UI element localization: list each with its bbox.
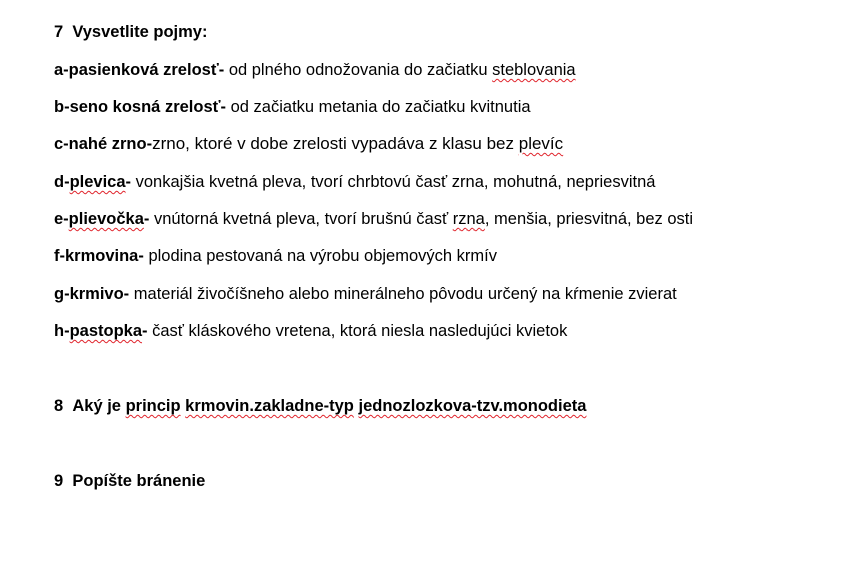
spelling-flagged-word: jednozlozkova-tzv.monodieta bbox=[358, 397, 587, 415]
spelling-flagged-word: plevica bbox=[69, 173, 126, 191]
question-number: 7 bbox=[54, 23, 64, 41]
term-label: b-seno kosná zrelosť- bbox=[54, 98, 227, 116]
term-label-suffix: - bbox=[125, 173, 132, 191]
term-label-suffix: - bbox=[142, 322, 148, 340]
spelling-flagged-word: princip bbox=[125, 397, 181, 415]
question-number: 8 bbox=[54, 397, 64, 415]
term-line-h bbox=[54, 321, 567, 341]
term-line-f bbox=[54, 246, 497, 266]
term-definition: od plného odnožovania do začiatku bbox=[224, 61, 493, 79]
spelling-flagged-word: plievočka bbox=[68, 210, 144, 228]
term-line-g bbox=[54, 284, 677, 304]
term-label-prefix: e- bbox=[54, 210, 69, 228]
term-definition-end: , menšia, priesvitná, bez osti bbox=[484, 210, 694, 228]
spelling-flagged-word: rzna bbox=[452, 210, 485, 228]
question-8-heading bbox=[54, 396, 586, 416]
term-definition: od začiatku metania do začiatku kvitnutia bbox=[226, 98, 531, 116]
term-definition: vnútorná kvetná pleva, tvorí brušnú časť bbox=[149, 210, 453, 228]
term-label: f-krmovina- bbox=[54, 247, 144, 265]
term-line-b bbox=[54, 97, 531, 117]
term-definition: vonkajšia kvetná pleva, tvorí chrbtovú časť zrna, mohutná, nepriesvitná bbox=[131, 173, 656, 191]
question-text: Popíšte bránenie bbox=[72, 472, 206, 490]
term-definition: časť kláskového vretena, ktorá niesla nasledujúci kvietok bbox=[147, 322, 568, 340]
term-label-suffix: - bbox=[143, 210, 150, 228]
term-line-e bbox=[54, 209, 693, 229]
question-number: 9 bbox=[54, 472, 64, 490]
term-label: c-nahé zrno- bbox=[54, 135, 153, 153]
term-definition: materiál živočíšneho alebo minerálneho pôvodu určený na kŕmenie zvierat bbox=[129, 285, 677, 303]
question-text: Aký je bbox=[72, 397, 126, 415]
question-9-heading bbox=[54, 471, 205, 491]
term-line-a bbox=[54, 60, 576, 80]
spelling-flagged-word: steblovania bbox=[492, 61, 576, 79]
term-label: g-krmivo- bbox=[54, 285, 130, 303]
term-definition: zrno, ktoré v dobe zrelosti vypadáva z klasu bez bbox=[152, 134, 519, 153]
spelling-flagged-word: pastopka bbox=[69, 322, 143, 340]
spelling-flagged-word: plevíc bbox=[518, 134, 564, 153]
term-line-d bbox=[54, 172, 655, 192]
term-definition: plodina pestovaná na výrobu objemových krmív bbox=[143, 247, 497, 265]
question-text: Vysvetlite pojmy: bbox=[72, 23, 208, 41]
term-label-prefix: d- bbox=[54, 173, 70, 191]
question-7-heading bbox=[54, 22, 207, 42]
spelling-flagged-word: krmovin.zakladne-typ bbox=[185, 397, 354, 415]
term-line-c bbox=[54, 134, 563, 154]
term-label: a-pasienková zrelosť- bbox=[54, 61, 225, 79]
term-label-prefix: h- bbox=[54, 322, 70, 340]
